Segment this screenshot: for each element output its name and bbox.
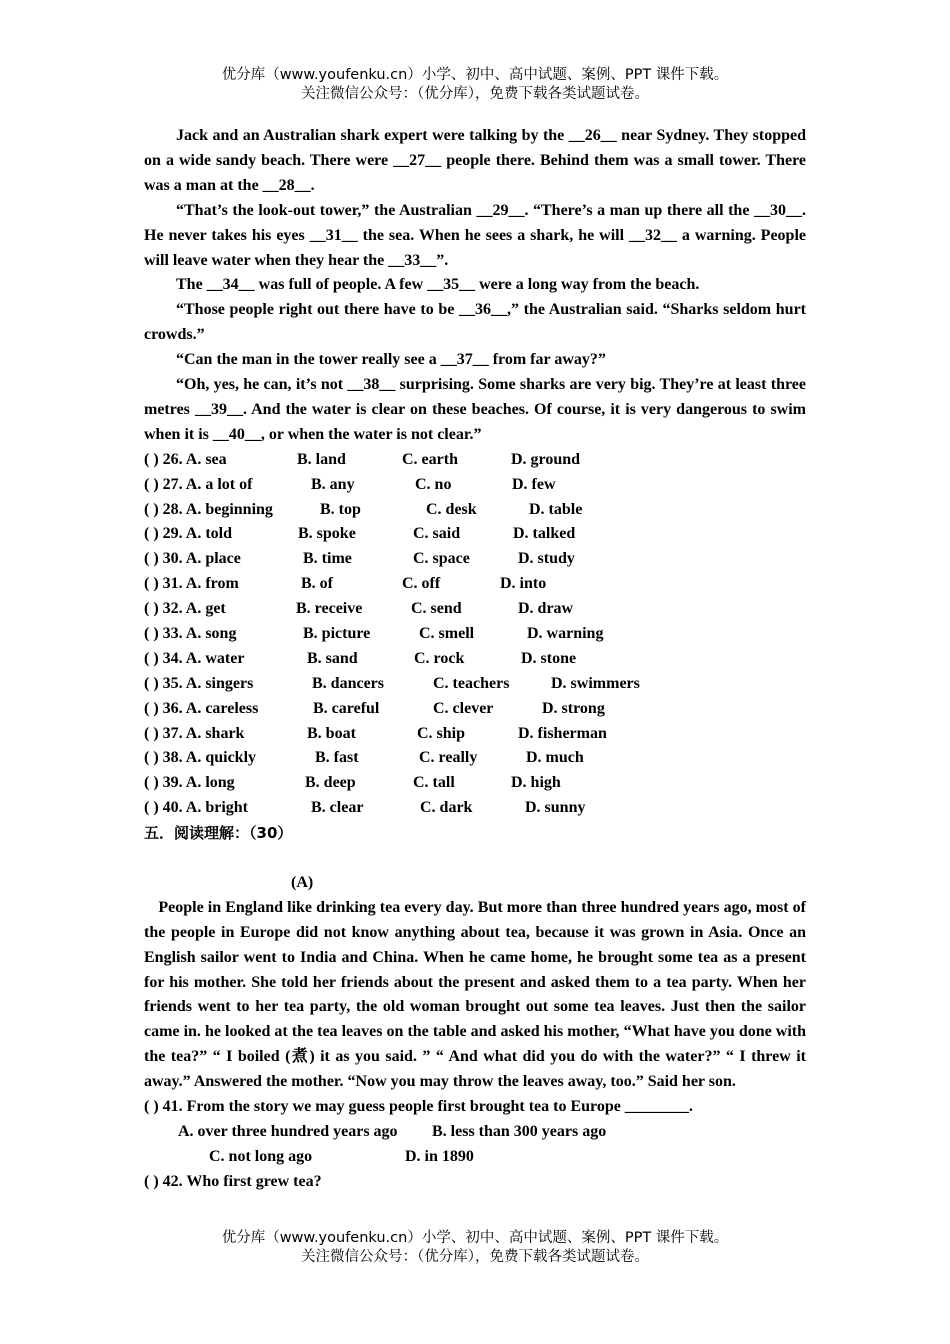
option-c: C. said <box>413 525 461 543</box>
question-stem: ( ) 30. A. place <box>144 550 241 568</box>
reading-passage: People in England like drinking tea every day. But more than three hundred years ago, most of the people in Europe did not know anything about tea, because it was grown in Asia. Once an English sailor went to India and China. When he came home, he brought some tea as a present for his mother. She told her friends about the present and asked them to a tea party. When her friends went to her tea party, the old woman brought out some tea leaves. Just then the sailor came in. he looked at the tea leaves on the table and asked his mother, “What have you done with the tea?” “ I boiled (煮) it as you said. ” “ And what did you do with the water?” “ I threw it away.” Answered the mother. “Now you may throw the leaves away, too.” Said her son. <box>144 898 806 1091</box>
option-d: D. study <box>518 550 575 568</box>
option-a: A. over three hundred years ago <box>178 1122 398 1140</box>
option-c: C. really <box>419 749 478 767</box>
option-b: B. fast <box>315 749 359 767</box>
question-row-40 <box>144 796 806 821</box>
option-c: C. clever <box>433 699 494 717</box>
option-c: C. smell <box>419 625 475 643</box>
question-row-30 <box>144 547 806 572</box>
option-c: C. dark <box>420 799 473 817</box>
passage-label: (A) <box>291 873 314 891</box>
cloze-paragraph: “Those people right out there have to be __36__,” the Australian said. “Sharks seldom hurt crowds.” <box>144 301 806 344</box>
option-b: B. spoke <box>298 525 356 543</box>
option-c: C. earth <box>402 450 458 468</box>
question-41-options-ab <box>144 1120 806 1145</box>
option-d: D. strong <box>542 699 605 717</box>
option-d: D. talked <box>513 525 576 543</box>
option-c: C. send <box>411 600 462 618</box>
question-row-34 <box>144 647 806 672</box>
option-d: D. much <box>526 749 584 767</box>
question-row-29 <box>144 522 806 547</box>
question-42: ( ) 42. Who first grew tea? <box>144 1172 322 1190</box>
question-stem: ( ) 40. A. bright <box>144 799 248 817</box>
question-stem: ( ) 32. A. get <box>144 600 226 618</box>
option-b: B. deep <box>305 774 356 792</box>
question-row-26 <box>144 448 806 473</box>
option-c: C. desk <box>426 500 477 518</box>
option-d: D. table <box>529 500 583 518</box>
question-row-32 <box>144 597 806 622</box>
question-stem: ( ) 38. A. quickly <box>144 749 257 767</box>
page-footer <box>0 1229 950 1267</box>
option-c: C. rock <box>414 649 465 667</box>
cloze-paragraph: “Oh, yes, he can, it’s not __38__ surprising. Some sharks are very big. They’re at least three metres __39__. And the water is clear on these beaches. Of course, it is very dangerous to swim when it is __40__, or when the water is not clear.” <box>144 376 806 443</box>
question-row-35 <box>144 672 806 697</box>
cloze-paragraph: Jack and an Australian shark expert were talking by the __26__ near Sydney. They stopped on a wide sandy beach. There were __27__ people there. Behind them was a small tower. There was a man at the __28__. <box>144 127 806 194</box>
question-row-39 <box>144 771 806 796</box>
question-row-33 <box>144 622 806 647</box>
question-41: ( ) 41. From the story we may guess people first brought tea to Europe ________. <box>144 1098 693 1116</box>
option-d: D. warning <box>527 625 604 643</box>
option-d: D. high <box>511 774 561 792</box>
exam-content <box>144 124 806 1195</box>
option-b: B. top <box>320 500 361 518</box>
option-c: C. space <box>413 550 470 568</box>
question-row-37 <box>144 722 806 747</box>
question-row-27 <box>144 473 806 498</box>
header-line-2: 关注微信公众号：（优分库），免费下载各类试题试卷。 <box>301 86 649 102</box>
option-d: D. few <box>512 475 556 493</box>
option-b: B. receive <box>296 600 363 618</box>
option-b: B. land <box>297 450 346 468</box>
option-c: C. no <box>415 475 452 493</box>
question-stem: ( ) 36. A. careless <box>144 699 259 717</box>
question-row-38 <box>144 746 806 771</box>
option-d: D. into <box>500 575 547 593</box>
question-stem: ( ) 39. A. long <box>144 774 235 792</box>
option-d: D. in 1890 <box>405 1147 474 1165</box>
option-c: C. teachers <box>433 674 510 692</box>
header-line-1: 优分库（www.youfenku.cn）小学、初中、高中试题、案例、PPT 课件下载。 <box>221 67 729 83</box>
question-stem: ( ) 28. A. beginning <box>144 500 273 518</box>
cloze-paragraph: The __34__ was full of people. A few __35__ were a long way from the beach. <box>176 276 700 294</box>
footer-line-2: 关注微信公众号：（优分库），免费下载各类试题试卷。 <box>301 1249 649 1265</box>
option-b: B. time <box>303 550 352 568</box>
option-b: B. careful <box>313 699 380 717</box>
option-b: B. any <box>311 475 355 493</box>
option-c: C. not long ago <box>209 1147 313 1165</box>
option-c: C. off <box>402 575 441 593</box>
option-d: D. draw <box>518 600 574 618</box>
question-stem: ( ) 35. A. singers <box>144 674 254 692</box>
option-c: C. tall <box>413 774 455 792</box>
option-b: B. less than 300 years ago <box>432 1122 607 1140</box>
option-c: C. ship <box>417 724 466 742</box>
option-d: D. ground <box>511 450 581 468</box>
question-stem: ( ) 37. A. shark <box>144 724 245 742</box>
question-stem: ( ) 27. A. a lot of <box>144 475 253 493</box>
cloze-paragraph: “Can the man in the tower really see a __37__ from far away?” <box>176 351 606 369</box>
option-b: B. boat <box>307 724 356 742</box>
option-d: D. stone <box>521 649 577 667</box>
option-b: B. clear <box>311 799 364 817</box>
question-stem: ( ) 26. A. sea <box>144 450 227 468</box>
question-stem: ( ) 31. A. from <box>144 575 239 593</box>
footer-line-1: 优分库（www.youfenku.cn）小学、初中、高中试题、案例、PPT 课件下载。 <box>221 1230 729 1246</box>
cloze-paragraph: “That’s the look-out tower,” the Australian __29__. “There’s a man up there all the __30__. He never takes his eyes __31__ the sea. When he sees a shark, he will __32__ a warning. People will leave water when they hear the __33__”. <box>144 201 806 269</box>
option-b: B. sand <box>307 649 358 667</box>
option-d: D. swimmers <box>551 674 640 692</box>
option-b: B. of <box>301 575 333 593</box>
question-stem: ( ) 34. A. water <box>144 649 245 667</box>
passage-label-row <box>144 871 806 896</box>
section-title: 五．阅读理解：（30） <box>144 824 293 843</box>
question-41-options-cd <box>144 1145 806 1170</box>
option-b: B. dancers <box>312 674 384 692</box>
question-row-36 <box>144 697 806 722</box>
question-row-31 <box>144 572 806 597</box>
question-stem: ( ) 29. A. told <box>144 525 232 543</box>
option-d: D. fisherman <box>518 724 607 742</box>
option-b: B. picture <box>303 625 371 643</box>
option-d: D. sunny <box>525 799 586 817</box>
question-stem: ( ) 33. A. song <box>144 625 237 643</box>
spacer <box>144 846 806 871</box>
page-header <box>0 66 950 104</box>
question-row-28 <box>144 498 806 523</box>
